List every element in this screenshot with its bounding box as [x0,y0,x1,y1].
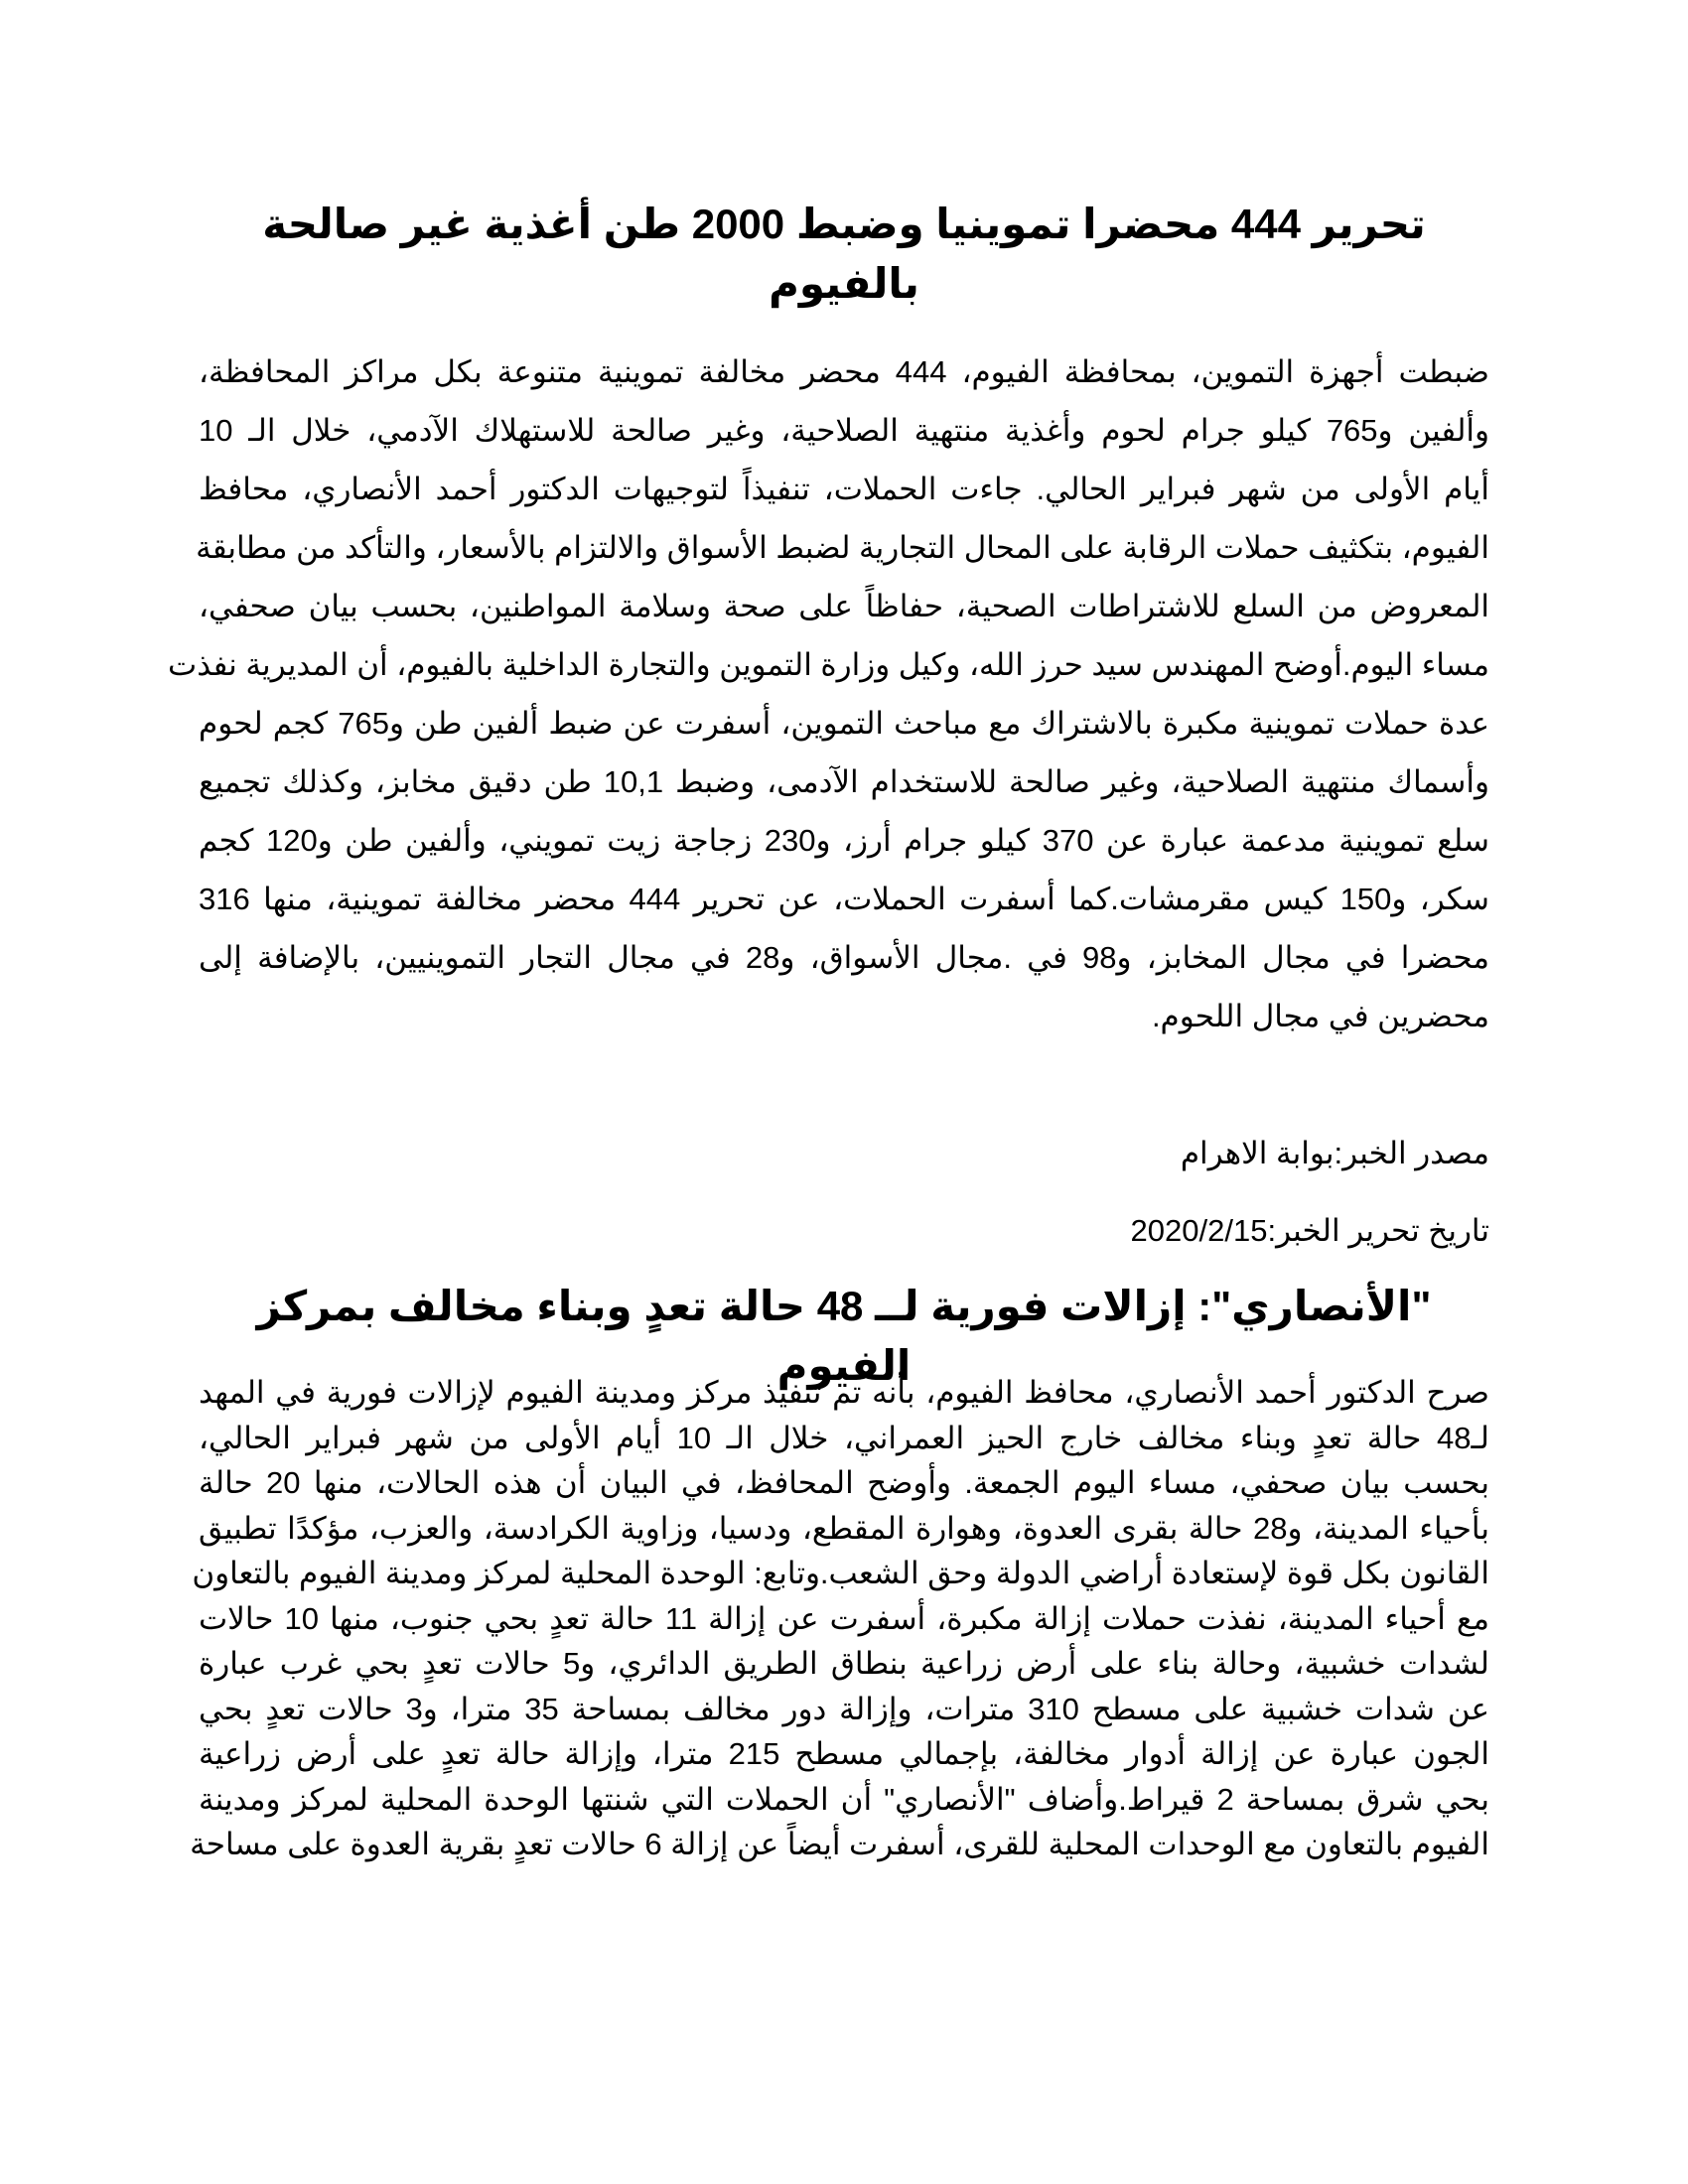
article-1-body [168,342,1490,1045]
article-2-line: بحي شرق بمساحة 2 قيراط.وأضاف "الأنصاري" أن الحملات التي شنتها الوحدة المحلية لمركز ومدينة [199,1781,1489,1817]
article-2-line: الجون عبارة عن إزالة أدوار مخالفة، بإجمالي مسطح 215 مترا، وإزالة حالة تعدٍ على أرض زراعية [199,1736,1489,1771]
article-2-line: لـ48 حالة تعدٍ وبناء مخالف خارج الحيز العمراني، خلال الـ 10 أيام الأولى من شهر فبراير الحالي، [199,1420,1489,1455]
article-1-line: أيام الأولى من شهر فبراير الحالي. جاءت الحملات، تنفيذاً لتوجيهات الدكتور أحمد الأنصاري، محافظ [199,472,1489,506]
news-source: مصدر الخبر:بوابة الاهرام [1180,1136,1489,1170]
article-1-line: المعروض من السلع للاشتراطات الصحية، حفاظاً على صحة وسلامة المواطنين، بحسب بيان صحفي، [199,589,1489,623]
article-2-line: القانون بكل قوة لإستعادة أراضي الدولة وحق الشعب.وتابع: الوحدة المحلية لمركز ومدينة الفيوم بالتعاون [192,1556,1489,1590]
article-1-line: محضرين في مجال اللحوم. [1151,999,1489,1033]
article-2-line: عن شدات خشبية على مسطح 310 مترات، وإزالة دور مخالف بمساحة 35 مترا، و3 حالات تعدٍ بحي [199,1691,1489,1726]
article-2-title: "الأنصاري": إزالات فورية لــ 48 حالة تعدٍ وبناء مخالف بمركز الفيوم [256,1283,1432,1389]
article-1-line: مساء اليوم.أوضح المهندس سيد حرز الله، وكيل وزارة التموين والتجارة الداخلية بالفيوم، أن المديرية نفذت [168,647,1489,682]
article-1-title: تحرير 444 محضرا تموينيا وضبط 2000 طن أغذية غير صالحة بالفيوم [262,201,1426,307]
article-2-line: بحسب بيان صحفي، مساء اليوم الجمعة. وأوضح المحافظ، في البيان أن هذه الحالات، منها 20 حالة [199,1465,1489,1500]
article-1-line: الفيوم، بتكثيف حملات الرقابة على المحال التجارية لضبط الأسواق والالتزام بالأسعار، والتأكد من مطابقة [196,530,1489,565]
article-1-line: وألفين و765 كيلو جرام لحوم وأغذية منتهية الصلاحية، وغير صالحة للاستهلاك الآدمي، خلال الـ 10 [199,413,1490,448]
article-1-line: سلع تموينية مدعمة عبارة عن 370 كيلو جرام أرز، و230 زجاجة زيت تمويني، وألفين طن و120 كجم [199,823,1490,858]
news-date: تاريخ تحرير الخبر:2020/2/15 [1130,1213,1489,1248]
article-1-line: عدة حملات تموينية مكبرة بالاشتراك مع مباحث التموين، أسفرت عن ضبط ألفين طن و765 كجم لحوم [199,706,1489,741]
article-2-line: بأحياء المدينة، و28 حالة بقرى العدوة، وهوارة المقطع، ودسيا، وزاوية الكرادسة، والعزب، مؤكدًا تطبيق [199,1510,1490,1546]
article-2-line: صرح الدكتور أحمد الأنصاري، محافظ الفيوم، بأنه تم تنفيذ مركز ومدينة الفيوم لإزالات فورية في المهد [199,1375,1489,1410]
article-1-line: سكر، و150 كيس مقرمشات.كما أسفرت الحملات، عن تحرير 444 محضر مخالفة تموينية، منها 316 [199,882,1490,916]
article-2-line: الفيوم بالتعاون مع الوحدات المحلية للقرى، أسفرت أيضاً عن إزالة 6 حالات تعدٍ بقرية العدوة على مساحة [190,1827,1489,1861]
article-1-line: محضرا في مجال المخابز، و98 في .مجال الأسواق، و28 في مجال التجار التموينيين، بالإضافة إلى [199,940,1489,975]
article-2-line: مع أحياء المدينة، نفذت حملات إزالة مكبرة، أسفرت عن إزالة 11 حالة تعدٍ بحي جنوب، منها 10 حالات [199,1600,1489,1636]
article-2-line: لشدات خشبية، وحالة بناء على أرض زراعية بنطاق الطريق الدائري، و5 حالات تعدٍ بحي غرب عبارة [199,1646,1489,1681]
article-1-line: ضبطت أجهزة التموين، بمحافظة الفيوم، 444 محضر مخالفة تموينية متنوعة بكل مراكز المحافظة، [199,354,1489,389]
article-1-line: وأسماك منتهية الصلاحية، وغير صالحة للاستخدام الآدمى، وضبط 10,1 طن دقيق مخابز، وكذلك تجميع [199,764,1489,799]
article-2-body [190,1370,1490,1867]
